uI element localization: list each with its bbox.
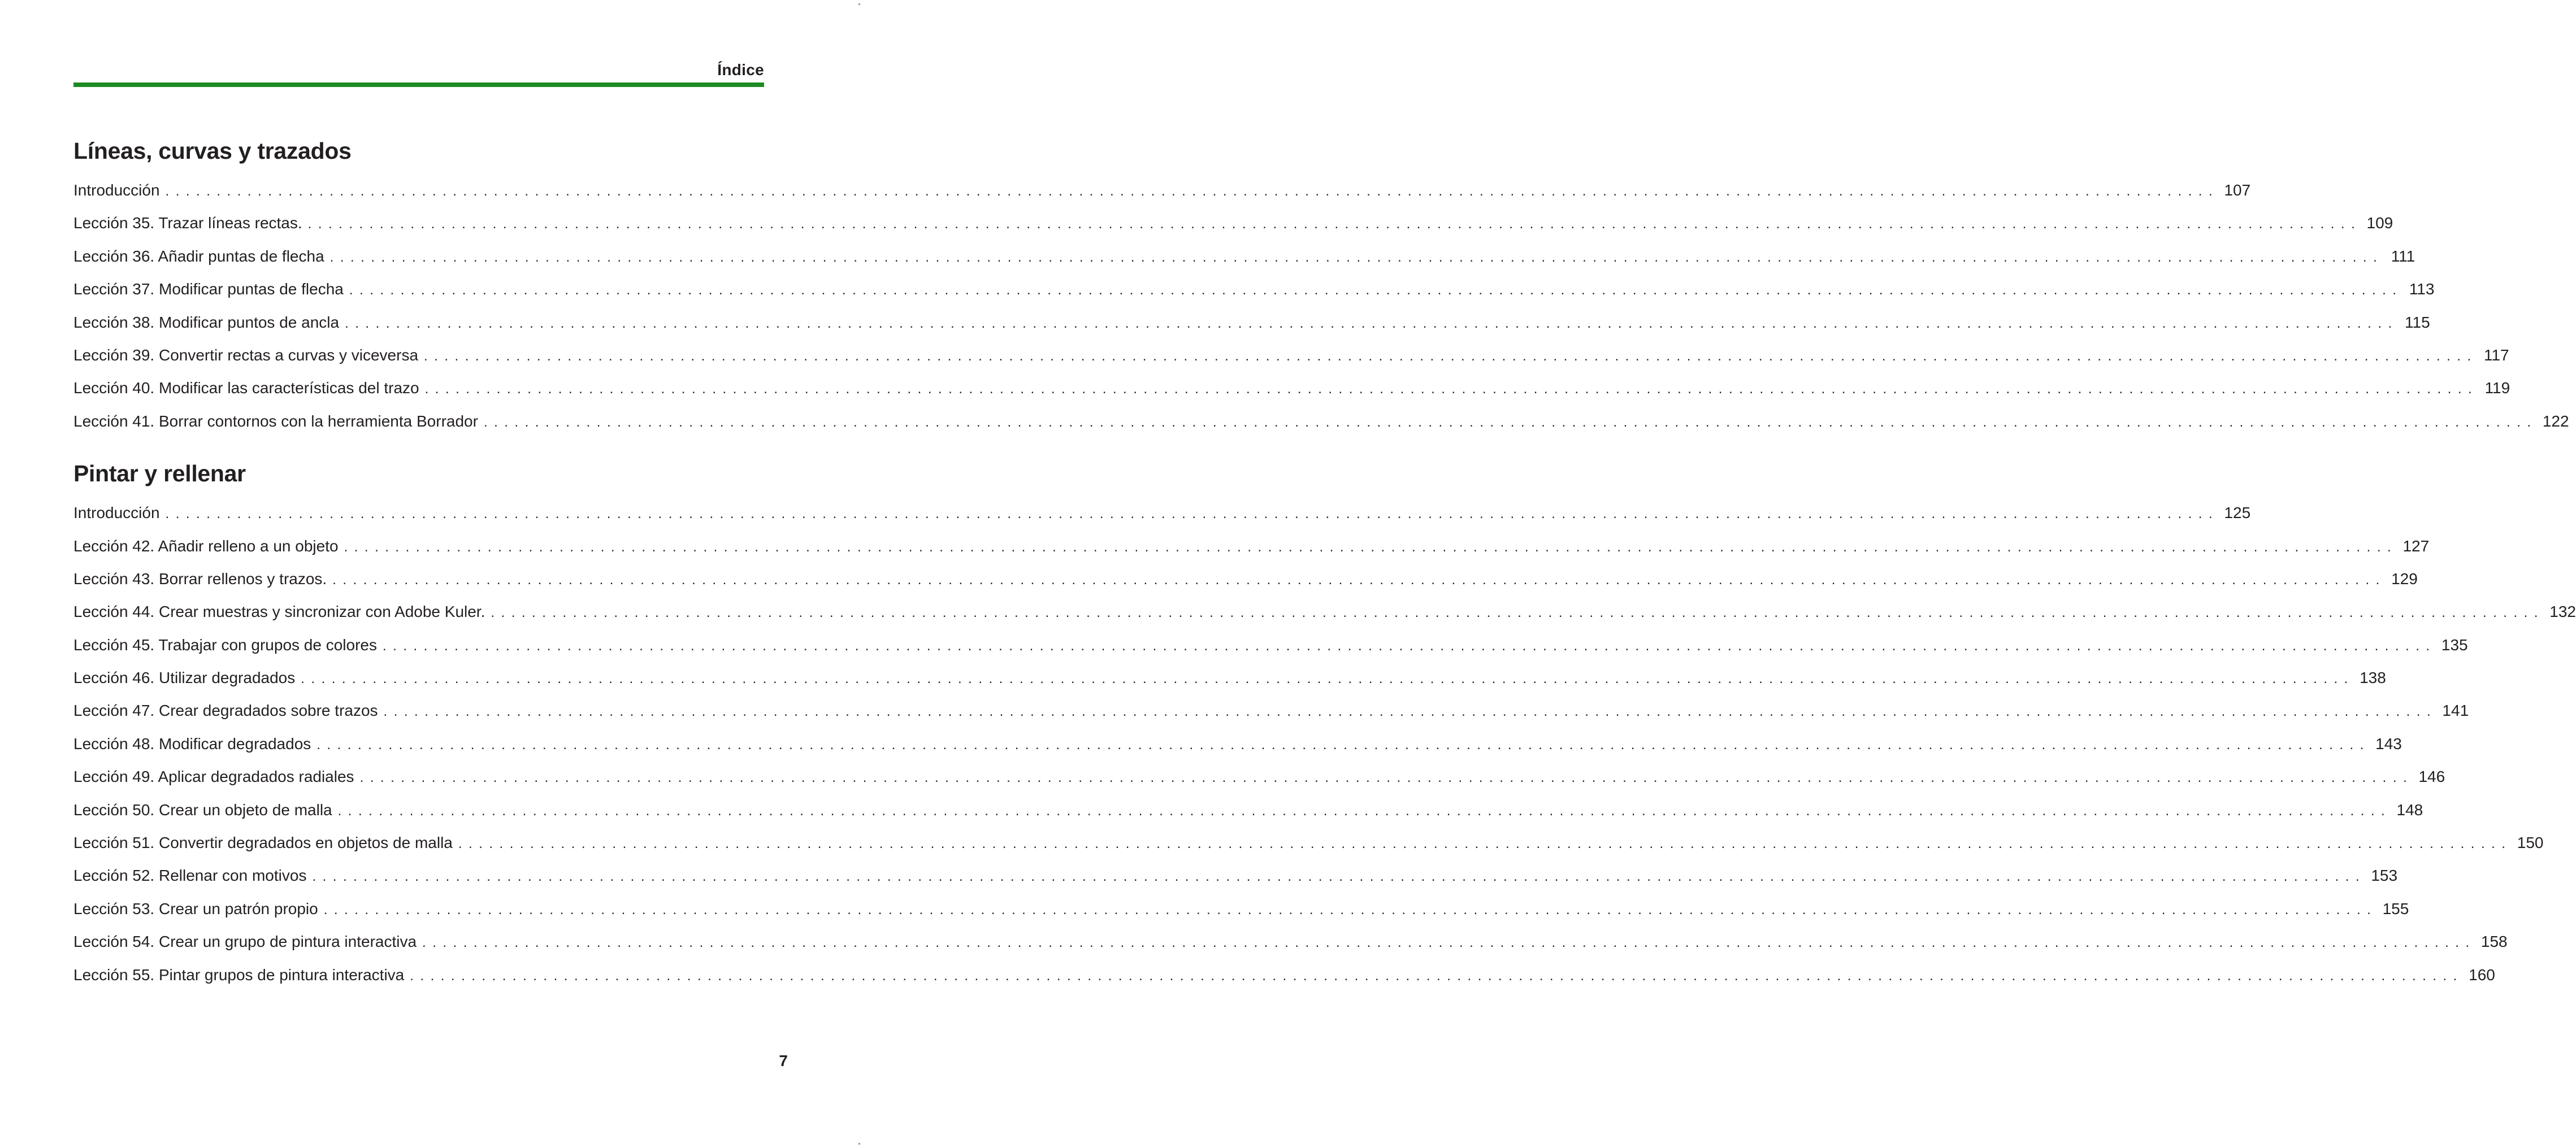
page-number: 7: [779, 1052, 788, 1069]
dot-leader: ........................................................................................................................................................................................................: [329, 249, 2384, 265]
toc-entry[interactable]: [73, 827, 2544, 859]
dot-leader: ........................................................................................................................................................................................................: [483, 414, 2538, 430]
toc-entry-label: Introducción: [73, 181, 160, 199]
toc-entry-label: Lección 43. Borrar rellenos y trazos.: [73, 569, 327, 588]
table-of-contents: [73, 132, 2576, 992]
section-title: Líneas, curvas y trazados: [73, 138, 352, 164]
toc-entry[interactable]: [73, 794, 2423, 827]
toc-entry[interactable]: [73, 595, 2576, 628]
toc-entry[interactable]: [73, 273, 2435, 306]
toc-entry-page: 148: [2396, 801, 2423, 819]
toc-entry-label: Lección 38. Modificar puntos de ancla: [73, 313, 340, 331]
toc-entry-page: 113: [2409, 280, 2435, 298]
dot-leader: ........................................................................................................................................................................................................: [323, 902, 2378, 917]
toc-entry-label: Lección 50. Crear un objeto de malla: [73, 801, 332, 819]
toc-entries: [73, 174, 2569, 438]
dot-leader: ........................................................................................................................................................................................................: [332, 572, 2386, 588]
dot-leader: ........................................................................................................................................................................................................: [410, 968, 2464, 984]
toc-entry-page: 138: [2360, 669, 2386, 687]
toc-entry-label: Lección 42. Añadir relleno a un objeto: [73, 537, 339, 555]
toc-entry-page: 153: [2371, 867, 2398, 885]
toc-section: [73, 455, 2576, 992]
toc-entry[interactable]: [73, 563, 2418, 595]
running-header: Índice: [717, 61, 764, 79]
toc-entry[interactable]: [73, 694, 2469, 727]
header-rule: [73, 82, 764, 87]
toc-entry-page: 132: [2549, 603, 2576, 621]
toc-entry[interactable]: [73, 240, 2415, 273]
toc-entry-label: Lección 41. Borrar contornos con la herramienta Borrador: [73, 412, 478, 430]
toc-entry-page: 111: [2391, 247, 2415, 265]
toc-entry-page: 160: [2469, 966, 2495, 984]
toc-entry-label: Lección 37. Modificar puntas de flecha: [73, 280, 344, 298]
toc-entry-label: Lección 35. Trazar líneas rectas.: [73, 214, 302, 232]
toc-entry[interactable]: [73, 629, 2468, 662]
crop-mark: [858, 3, 860, 5]
dot-leader: ........................................................................................................................................................................................................: [422, 935, 2476, 951]
dot-leader: ........................................................................................................................................................................................................: [345, 315, 2399, 331]
toc-entry-label: Lección 53. Crear un patrón propio: [73, 899, 318, 917]
dot-leader: ........................................................................................................................................................................................................: [424, 381, 2479, 397]
toc-entry-page: 119: [2484, 379, 2510, 397]
toc-entry[interactable]: [73, 497, 2251, 529]
toc-entry[interactable]: [73, 530, 2430, 563]
toc-entry-page: 117: [2483, 346, 2509, 364]
toc-entry-label: Lección 39. Convertir rectas a curvas y viceversa: [73, 346, 419, 364]
dot-leader: ........................................................................................................................................................................................................: [383, 638, 2436, 654]
toc-entries: [73, 497, 2576, 992]
toc-entry[interactable]: [73, 372, 2510, 405]
toc-entry-label: Lección 55. Pintar grupos de pintura interactiva: [73, 966, 405, 984]
toc-entry[interactable]: [73, 959, 2495, 992]
dot-leader: ........................................................................................................................................................................................................: [491, 605, 2544, 621]
toc-entry[interactable]: [73, 760, 2445, 793]
toc-entry[interactable]: [73, 859, 2398, 892]
toc-entry-page: 141: [2442, 702, 2469, 720]
toc-entry-label: Lección 36. Añadir puntas de flecha: [73, 247, 324, 265]
toc-entry-label: Lección 40. Modificar las características del trazo: [73, 379, 419, 397]
toc-entry-page: 125: [2224, 504, 2251, 522]
dot-leader: ........................................................................................................................................................................................................: [349, 282, 2403, 298]
toc-entry[interactable]: [73, 174, 2251, 207]
toc-entry[interactable]: [73, 925, 2508, 958]
toc-entry-page: 115: [2405, 313, 2430, 331]
toc-entry-page: 127: [2402, 537, 2430, 555]
toc-entry-label: Introducción: [73, 504, 160, 522]
dot-leader: ........................................................................................................................................................................................................: [165, 184, 2219, 199]
dot-leader: ........................................................................................................................................................................................................: [458, 836, 2512, 852]
dot-leader: ........................................................................................................................................................................................................: [424, 348, 2478, 364]
toc-entry[interactable]: [73, 405, 2569, 438]
dot-leader: ........................................................................................................................................................................................................: [344, 539, 2398, 555]
crop-mark: [858, 1143, 860, 1145]
toc-entry-page: 109: [2366, 214, 2393, 232]
toc-entry-label: Lección 49. Aplicar degradados radiales: [73, 768, 354, 786]
toc-entry-label: Lección 51. Convertir degradados en objetos de malla: [73, 834, 453, 852]
toc-entry[interactable]: [73, 306, 2430, 339]
toc-entry[interactable]: [73, 893, 2409, 925]
toc-entry-page: 107: [2224, 181, 2251, 199]
dot-leader: ........................................................................................................................................................................................................: [312, 869, 2366, 885]
dot-leader: ........................................................................................................................................................................................................: [307, 216, 2362, 232]
toc-entry[interactable]: [73, 339, 2509, 372]
toc-entry-page: 122: [2542, 412, 2569, 430]
toc-entry-page: 155: [2382, 899, 2409, 917]
section-title: Pintar y rellenar: [73, 460, 246, 487]
toc-entry-label: Lección 46. Utilizar degradados: [73, 669, 296, 687]
dot-leader: ........................................................................................................................................................................................................: [337, 803, 2392, 819]
toc-section: [73, 132, 2569, 438]
dot-leader: ........................................................................................................................................................................................................: [165, 506, 2219, 522]
toc-entry-label: Lección 45. Trabajar con grupos de colores: [73, 636, 377, 654]
dot-leader: ........................................................................................................................................................................................................: [316, 737, 2370, 753]
toc-entry-page: 158: [2480, 933, 2508, 951]
dot-leader: ........................................................................................................................................................................................................: [301, 671, 2354, 687]
toc-entry-page: 150: [2517, 834, 2544, 852]
toc-entry[interactable]: [73, 728, 2402, 760]
toc-entry-page: 135: [2441, 636, 2468, 654]
toc-entry-label: Lección 44. Crear muestras y sincronizar con Adobe Kuler.: [73, 603, 485, 621]
toc-entry-page: 143: [2375, 734, 2402, 753]
dot-leader: ........................................................................................................................................................................................................: [359, 770, 2414, 786]
toc-entry[interactable]: [73, 662, 2386, 694]
toc-entry-page: 146: [2418, 768, 2445, 786]
toc-entry-page: 129: [2391, 569, 2418, 588]
dot-leader: ........................................................................................................................................................................................................: [383, 704, 2438, 720]
toc-entry-label: Lección 52. Rellenar con motivos: [73, 867, 307, 885]
toc-entry-label: Lección 54. Crear un grupo de pintura interactiva: [73, 933, 417, 951]
toc-entry-label: Lección 48. Modificar degradados: [73, 734, 311, 753]
toc-entry[interactable]: [73, 207, 2393, 240]
toc-entry-label: Lección 47. Crear degradados sobre trazos: [73, 702, 378, 720]
